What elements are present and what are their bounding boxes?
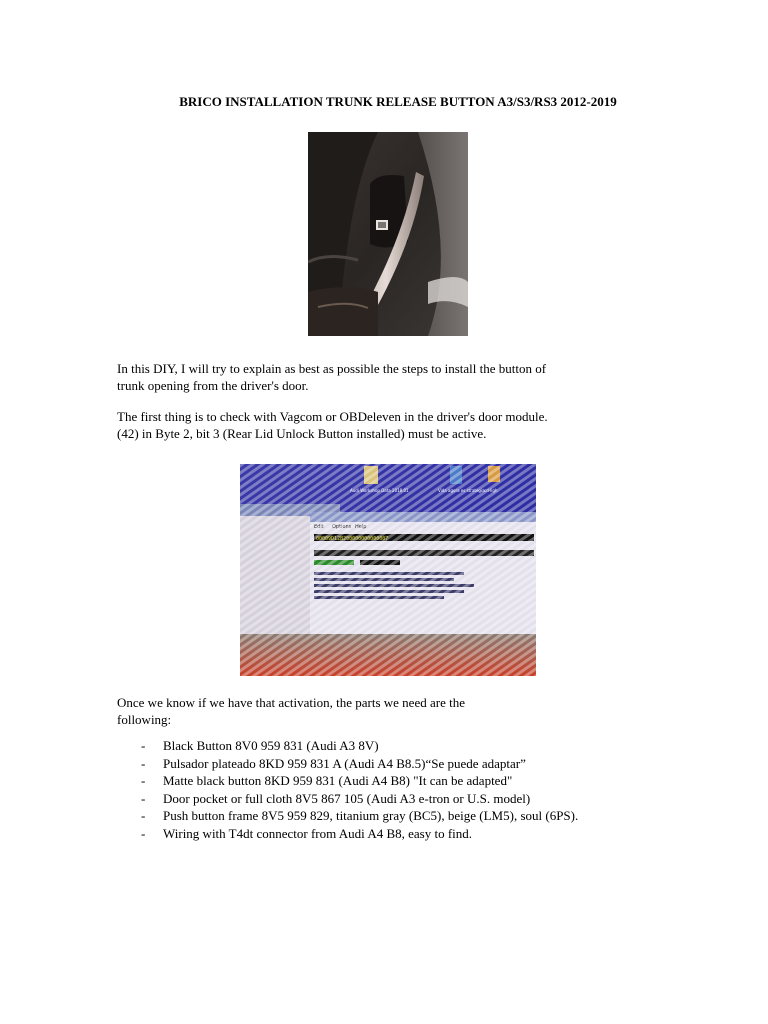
part-text: Black Button 8V0 959 831 (Audi A3 8V) [163, 738, 379, 753]
door-button-photo [308, 132, 468, 336]
bullet-dash: - [141, 773, 146, 789]
check-line-2: (42) in Byte 2, bit 3 (Rear Lid Unlock Button installed) must be active. [117, 426, 487, 441]
bullet-dash: - [141, 738, 146, 753]
bullet-dash: - [141, 755, 146, 771]
parts-list [117, 737, 637, 843]
intro-line-2: trunk opening from the driver's door. [117, 378, 309, 393]
list-item [117, 737, 637, 755]
intro-line-1: In this DIY, I will try to explain as best as possible the steps to install the button of [117, 361, 547, 376]
list-item [117, 807, 637, 825]
parts-intro-line-1: Once we know if we have that activation, the parts we need are the [117, 695, 465, 710]
part-text: Wiring with T4dt connector from Audi A4 B8, easy to find. [163, 825, 473, 841]
part-text: Door pocket or full cloth 8V5 867 105 (Audi A3 e-tron or U.S. model) [163, 790, 531, 806]
bullet-dash: - [141, 790, 146, 806]
check-line-1: The first thing is to check with Vagcom or OBDeleven in the driver's door module. [117, 409, 548, 424]
bullet-dash: - [141, 825, 146, 841]
part-text: Matte black button 8KD 959 831 (Audi A4 B8) "It can be adapted" [163, 773, 513, 789]
coding-screen-photo [240, 464, 536, 676]
list-item [117, 772, 637, 790]
list-item [117, 790, 637, 808]
bullet-dash: - [141, 808, 146, 824]
parts-intro-line-2: following: [117, 712, 172, 727]
list-item [117, 755, 637, 773]
intro-paragraph [117, 360, 597, 394]
check-paragraph [117, 408, 597, 442]
list-item [117, 825, 637, 843]
parts-intro-paragraph [117, 694, 517, 728]
part-text: Pulsador plateado 8KD 959 831 A (Audi A4 B8.5)“Se puede adaptar” [163, 755, 526, 771]
part-text: Push button frame 8V5 959 829, titanium gray (BC5), beige (LM5), soul (6PS). [163, 808, 579, 824]
page-title: BRICO INSTALLATION TRUNK RELEASE BUTTON A3/S3/RS3 2012-2019 [179, 94, 617, 109]
